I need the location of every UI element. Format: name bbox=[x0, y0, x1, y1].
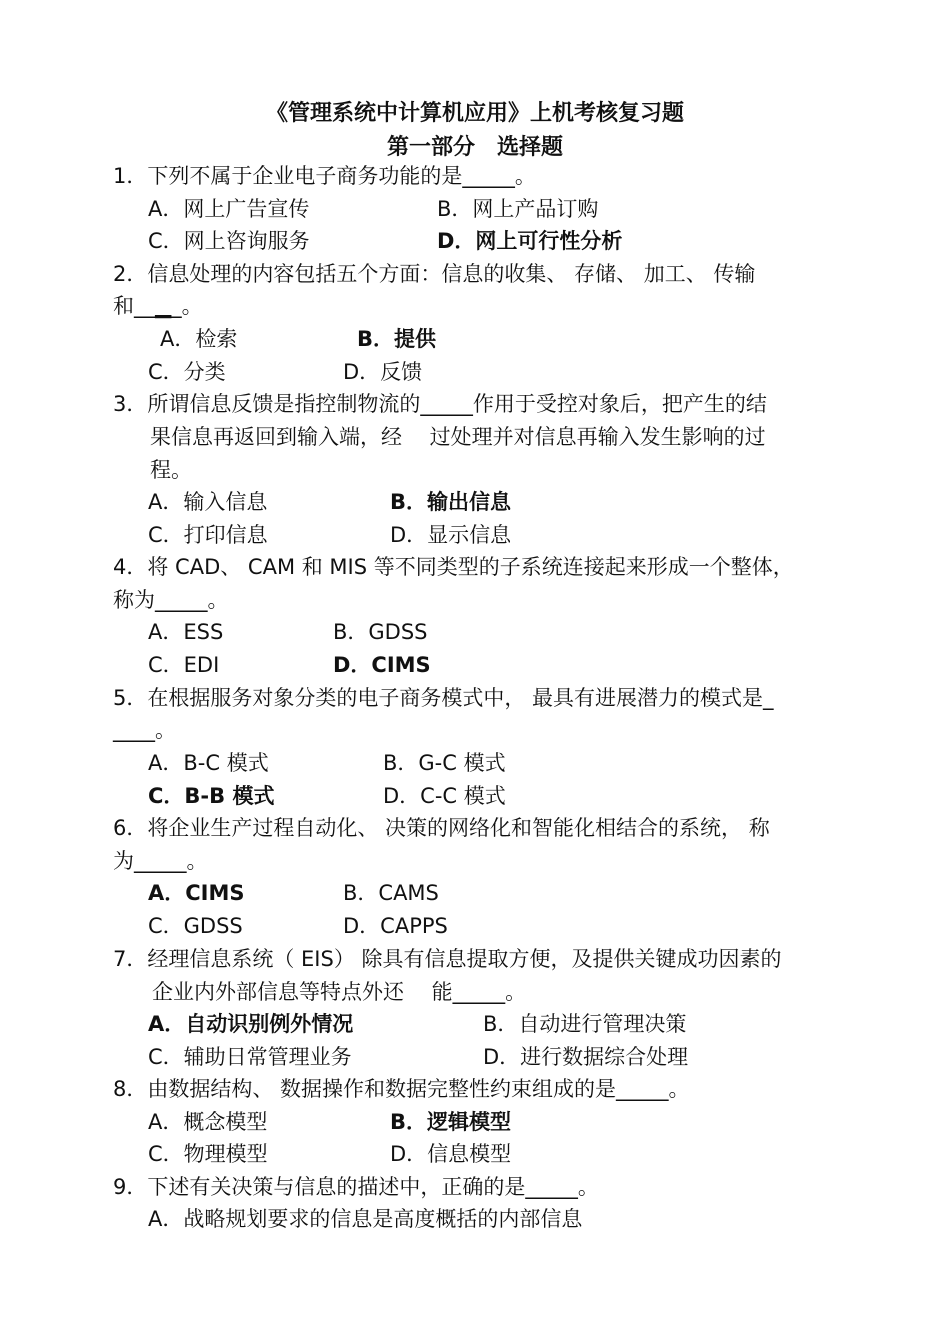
question-6-text: 6．将企业生产过程自动化、 决策的网络化和智能化相结合的系统， 称 bbox=[113, 816, 770, 840]
question-6-option-d: D．CAPPS bbox=[343, 914, 448, 938]
question-5-option-d: D．C-C 模式 bbox=[383, 784, 506, 808]
question-6-option-c: C．GDSS bbox=[148, 914, 243, 938]
question-8-option-a: A．概念模型 bbox=[148, 1110, 268, 1134]
question-9-text: 9．下述有关决策与信息的描述中，正确的是_____。 bbox=[113, 1175, 599, 1199]
question-4-option-b: B．GDSS bbox=[333, 620, 428, 644]
question-7-text-cont: 企业内外部信息等特点外还 能_____。 bbox=[152, 980, 527, 1004]
question-5-option-c: C．B-B 模式 bbox=[148, 784, 275, 808]
question-5-option-b: B．G-C 模式 bbox=[383, 751, 506, 775]
question-1-option-c: C．网上咨询服务 bbox=[148, 229, 310, 253]
question-2-option-a: A．检索 bbox=[160, 327, 238, 351]
question-7-option-c: C．辅助日常管理业务 bbox=[148, 1045, 352, 1069]
document-title: 《管理系统中计算机应用》上机考核复习题 bbox=[265, 101, 684, 126]
question-5-option-a: A．B-C 模式 bbox=[148, 751, 269, 775]
question-7-option-b: B．自动进行管理决策 bbox=[483, 1012, 687, 1036]
question-7-text: 7．经理信息系统（ EIS） 除具有信息提取方便，及提供关键成功因素的 bbox=[113, 947, 782, 971]
question-3-text: 3．所谓信息反馈是指控制物流的_____作用于受控对象后，把产生的结 bbox=[113, 392, 767, 416]
question-6-option-b: B．CAMS bbox=[343, 881, 439, 905]
question-8-option-b: B．逻辑模型 bbox=[390, 1110, 512, 1134]
question-3-option-d: D．显示信息 bbox=[390, 523, 512, 547]
question-6-option-a: A．CIMS bbox=[148, 881, 245, 905]
question-2-option-c: C．分类 bbox=[148, 360, 226, 384]
question-1-option-d: D．网上可行性分析 bbox=[437, 229, 623, 253]
question-3-option-a: A．输入信息 bbox=[148, 490, 268, 514]
question-5-text-cont: ____。 bbox=[113, 718, 176, 742]
section-title: 第一部分 选择题 bbox=[386, 135, 563, 160]
question-4-option-d: D．CIMS bbox=[333, 653, 431, 677]
question-1-option-b: B．网上产品订购 bbox=[437, 197, 599, 221]
question-8-text: 8．由数据结构、 数据操作和数据完整性约束组成的是_____。 bbox=[113, 1077, 690, 1101]
question-2-option-b: B．提供 bbox=[357, 327, 437, 351]
question-9-option-a: A．战略规划要求的信息是高度概括的内部信息 bbox=[148, 1207, 583, 1231]
question-7-option-a: A．自动识别例外情况 bbox=[148, 1012, 354, 1036]
question-2-text-cont: 和__▁_。 bbox=[113, 294, 203, 318]
question-1-option-a: A．网上广告宣传 bbox=[148, 197, 310, 221]
question-6-text-cont: 为_____。 bbox=[113, 849, 208, 873]
question-7-option-d: D．进行数据综合处理 bbox=[483, 1045, 689, 1069]
question-2-option-d: D．反馈 bbox=[343, 360, 423, 384]
question-8-option-d: D．信息模型 bbox=[390, 1142, 512, 1166]
question-8-option-c: C．物理模型 bbox=[148, 1142, 268, 1166]
question-4-option-c: C．EDI bbox=[148, 653, 220, 677]
question-4-text-cont: 称为_____。 bbox=[113, 588, 229, 612]
question-3-text-end: 程。 bbox=[150, 458, 192, 482]
question-3-option-b: B．输出信息 bbox=[390, 490, 512, 514]
question-4-option-a: A．ESS bbox=[148, 620, 224, 644]
question-2-text: 2．信息处理的内容包括五个方面：信息的收集、 存储、 加工、 传输 bbox=[113, 262, 756, 286]
question-1-text: 1．下列不属于企业电子商务功能的是_____。 bbox=[113, 164, 536, 188]
question-4-text: 4．将 CAD、 CAM 和 MIS 等不同类型的子系统连接起来形成一个整体， bbox=[113, 555, 794, 579]
question-3-text-cont: 果信息再返回到输入端，经 过处理并对信息再输入发生影响的过 bbox=[150, 425, 766, 449]
question-3-option-c: C．打印信息 bbox=[148, 523, 268, 547]
question-5-text: 5．在根据服务对象分类的电子商务模式中， 最具有进展潜力的模式是_ bbox=[113, 686, 774, 710]
